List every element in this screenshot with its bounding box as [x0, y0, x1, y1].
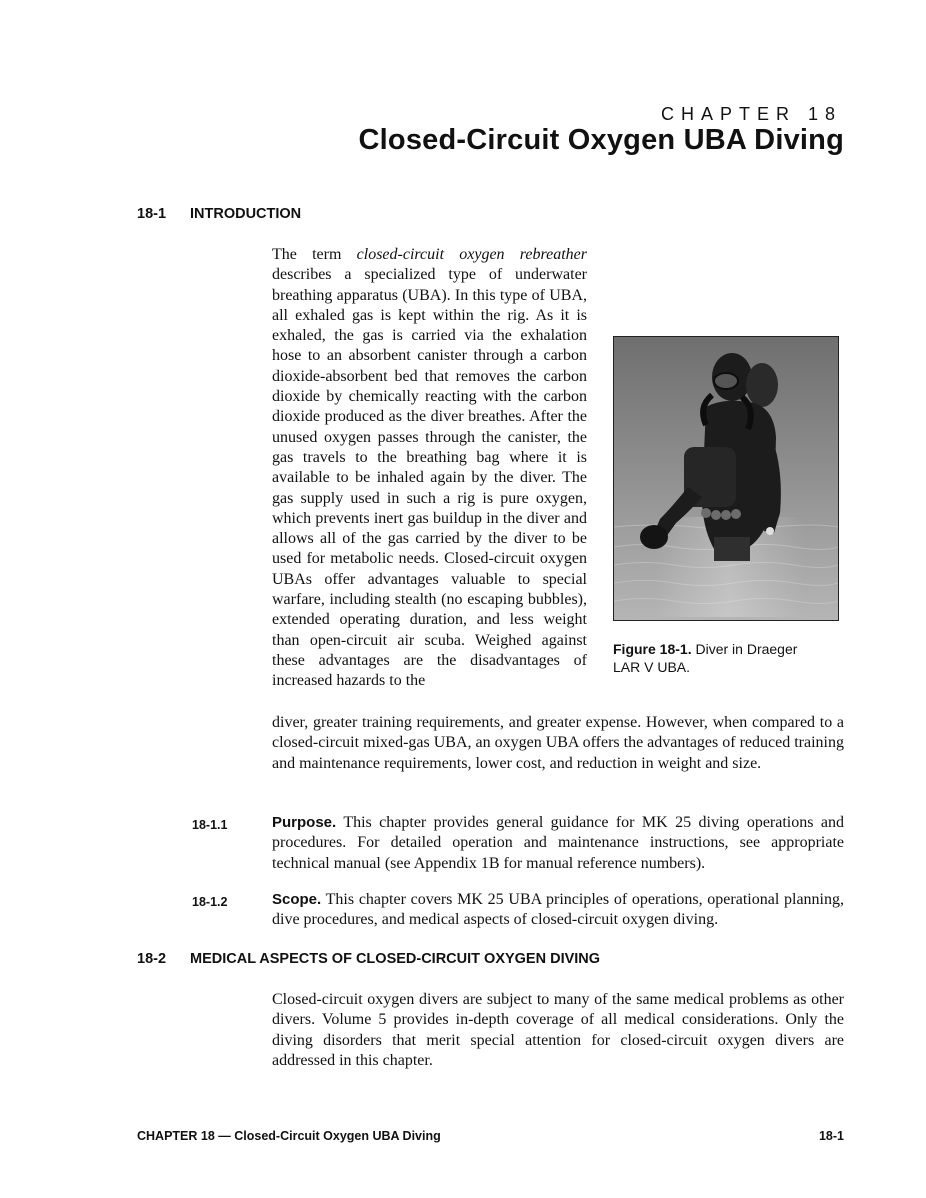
- page-number: 18-1: [818, 1129, 844, 1143]
- intro-paragraph-continued: diver, greater training requirements, and greater expense. However, when compared to a closed-circuit mixed-gas UBA, an oxygen UBA offers the advantages of reduced training and maintenance requirements, lower cost, and reduction in weight and size.: [272, 714, 844, 772]
- intro-text-start: The term: [272, 246, 357, 263]
- figure-number: Figure 18-1.: [613, 641, 692, 657]
- section-number: 18-1: [137, 206, 167, 222]
- intro-term: closed-circuit oxygen rebreather: [356, 246, 587, 263]
- subsection-lead: Purpose.: [272, 814, 337, 831]
- subsection-text: This chapter provides general guidance for MK 25 diving operations and procedures. For detailed operation and maintenance instructions, see appropriate technical manual (see Appendix 1B for manual reference numbers).: [272, 814, 844, 872]
- section-title: MEDICAL ASPECTS OF CLOSED-CIRCUIT OXYGEN DIVING: [190, 951, 601, 967]
- section-number: 18-2: [137, 951, 167, 967]
- chapter-label: CHAPTER 18: [660, 104, 842, 124]
- diver-photo: [613, 336, 839, 621]
- subsection-lead: Scope.: [272, 891, 322, 908]
- chapter-title: Closed-Circuit Oxygen UBA Diving: [358, 124, 844, 156]
- figure-caption: [613, 640, 823, 676]
- section-heading-introduction: [137, 206, 301, 222]
- section-heading-medical-aspects: [137, 951, 600, 967]
- intro-text-rest: describes a specialized type of underwater breathing apparatus (UBA). In this type of UBA, all exhaled gas is kept within the rig. As it is exhaled, the gas is carried via the exhalation hose to an absorbent canister through a carbon dioxide-absorbent bed that removes the carbon dioxide by chemically reacting with the carbon dioxide produced as the diver breathes. After the unused oxygen passes through the canister, the gas travels to the breathing bag where it is available to be inhaled again by the diver. The gas supply used in such a rig is pure oxygen, which prevents inert gas buildup in the diver and allows all of the gas carried by the diver to be used for metabolic needs. Closed-circuit oxygen UBAs offer advantages valuable to special warfare, including stealth (no escaping bubbles), extended operating duration, and less weight than open-circuit air scuba. Weighed against these advantages are the disadvantages of increased hazards to the: [272, 266, 587, 690]
- footer-chapter-title: CHAPTER 18 — Closed-Circuit Oxygen UBA Diving: [137, 1129, 441, 1143]
- intro-paragraph: [272, 245, 587, 692]
- subsection-purpose: [272, 813, 844, 874]
- subsection-scope: [272, 890, 844, 931]
- medical-paragraph: Closed-circuit oxygen divers are subject to many of the same medical problems as other divers. Volume 5 provides in-depth coverage of all medical considerations. Only the diving disorders that merit special attention for closed-circuit oxygen divers are addressed in this chapter.: [272, 991, 844, 1069]
- subsection-number: 18-1.2: [192, 895, 228, 909]
- subsection-number: 18-1.1: [192, 818, 228, 832]
- subsection-text: This chapter covers MK 25 UBA principles of operations, operational planning, dive procedures, and medical aspects of closed-circuit oxygen diving.: [272, 891, 844, 929]
- section-title: INTRODUCTION: [190, 206, 302, 222]
- figure-caption-text: Diver in Draeger LAR V UBA.: [613, 641, 798, 675]
